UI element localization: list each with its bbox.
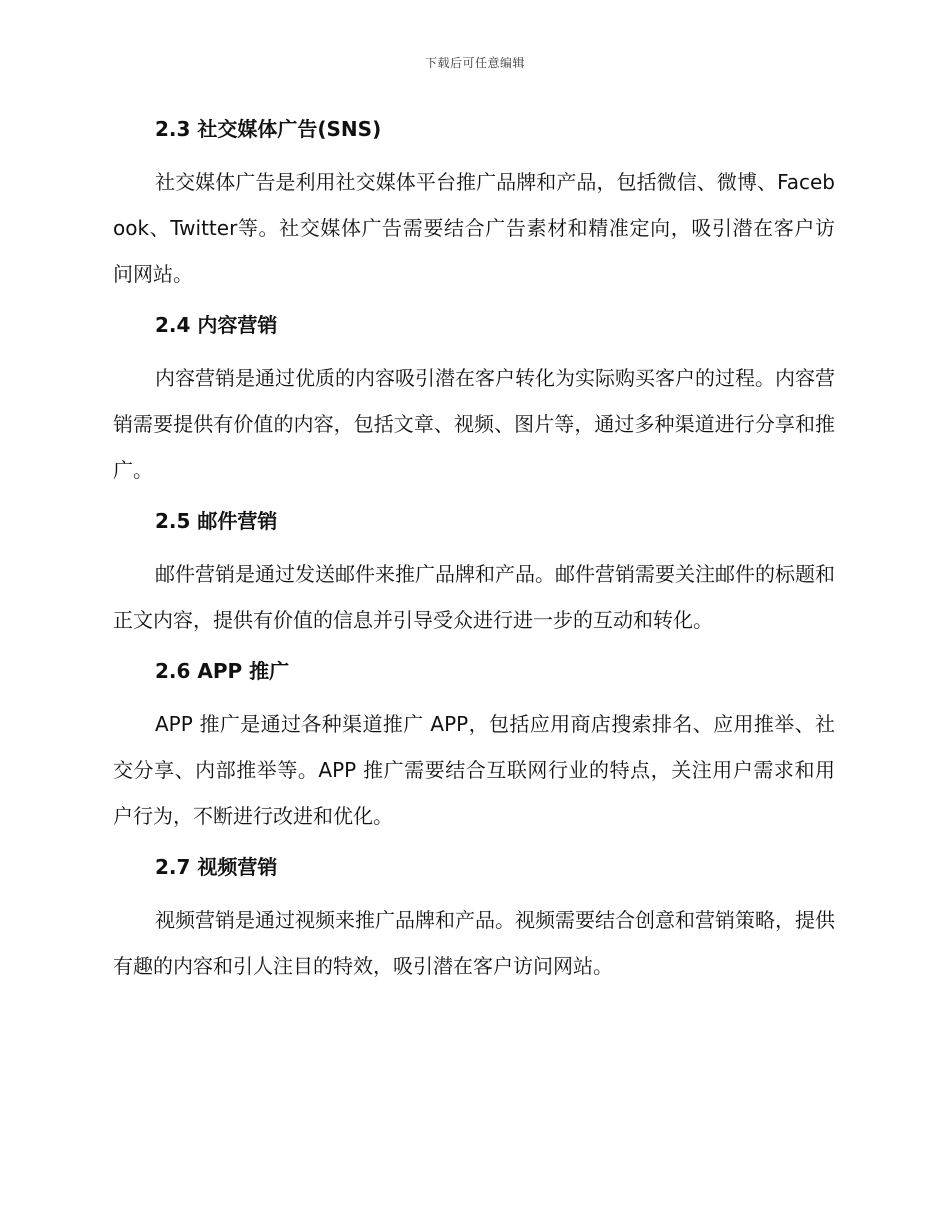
section-2-6 [113,653,835,849]
section-paragraph: 社交媒体广告是利用社交媒体平台推广品牌和产品，包括微信、微博、Facebook、Twitter等。社交媒体广告需要结合广告素材和精准定向，吸引潜在客户访问网站。 [113,170,835,286]
section-heading: 2.7 视频营销 [155,855,278,879]
section-paragraph: 内容营销是通过优质的内容吸引潜在客户转化为实际购买客户的过程。内容营销需要提供有价值的内容，包括文章、视频、图片等，通过多种渠道进行分享和推广。 [113,366,835,482]
section-heading: 2.3 社交媒体广告(SNS) [155,117,382,141]
section-2-3 [113,111,835,307]
section-paragraph: APP 推广是通过各种渠道推广 APP，包括应用商店搜索排名、应用推举、社交分享、内部推举等。APP 推广需要结合互联网行业的特点，关注用户需求和用户行为，不断进行改进和优化。 [113,712,835,828]
section-paragraph: 视频营销是通过视频来推广品牌和产品。视频需要结合创意和营销策略，提供有趣的内容和引人注目的特效，吸引潜在客户访问网站。 [113,908,835,978]
page-header: 下载后可任意编辑 [424,56,525,70]
section-2-4 [113,307,835,503]
section-2-5 [113,503,835,653]
section-paragraph: 邮件营销是通过发送邮件来推广品牌和产品。邮件营销需要关注邮件的标题和正文内容，提供有价值的信息并引导受众进行进一步的互动和转化。 [113,562,835,632]
section-2-7 [113,849,835,989]
document-body [113,111,835,989]
section-heading: 2.6 APP 推广 [155,659,290,683]
section-heading: 2.5 邮件营销 [155,509,278,533]
section-heading: 2.4 内容营销 [155,313,278,337]
